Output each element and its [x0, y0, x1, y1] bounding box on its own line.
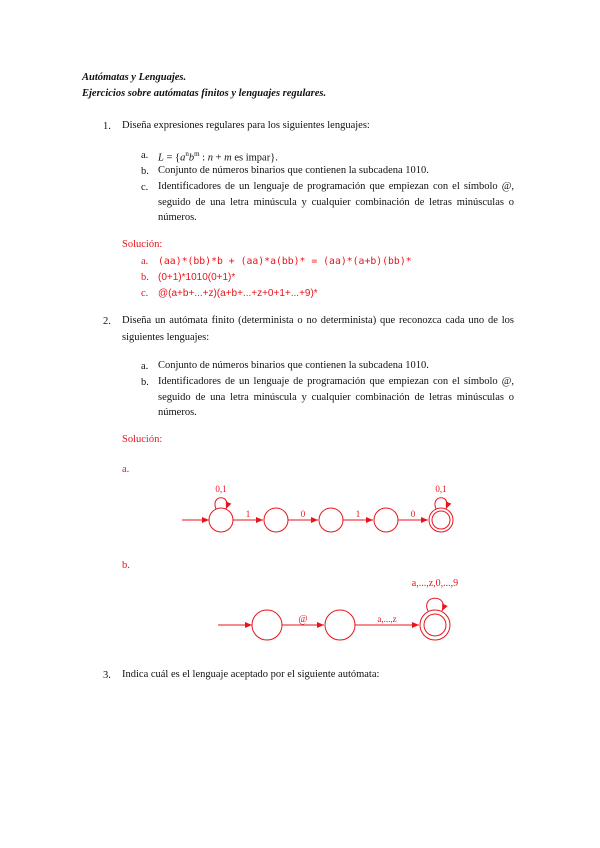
state-q3: [374, 508, 398, 532]
q1-solution-label: Solución:: [122, 239, 163, 250]
automaton-diagram-b: [210, 572, 490, 648]
q3-text: Indica cuál es el lenguaje aceptado por el siguiente autómata:: [122, 669, 380, 680]
automaton-diagram-a: [176, 478, 476, 544]
state-b1: [325, 610, 355, 640]
q1-solution-b-label: b.: [141, 272, 149, 283]
document-title: Autómatas y Lenguajes.: [82, 72, 187, 83]
q2-item-a-label: a.: [141, 361, 149, 372]
loop-label-q4: 0,1: [435, 484, 447, 494]
state-b0: [252, 610, 282, 640]
state-q2: [319, 508, 343, 532]
q1-solution-b-text: (0+1)*1010(0+1)*: [158, 272, 236, 283]
self-loop-b2: [427, 598, 444, 611]
q1-item-c-text: Identificadores de un lenguaje de programación que empiezan con el símbolo @, seguido de una letra minúscula y cualquier combinación de letras minúsculas o números.: [158, 181, 514, 223]
q1-item-b-label: b.: [141, 166, 149, 177]
edge-label-2: 0: [300, 509, 306, 519]
loop-label-b2: a,...,z,0,...,9: [411, 578, 459, 589]
edge-label-4: 0: [410, 509, 416, 519]
q1-item-b-text: Conjunto de números binarios que contienen la subcadena 1010.: [158, 165, 429, 176]
diagram-a-label: a.: [122, 464, 130, 475]
loop-label-q0: 0,1: [215, 484, 227, 494]
q2-item-a-text: Conjunto de números binarios que contienen la subcadena 1010.: [158, 360, 429, 371]
q1-number: 1.: [103, 121, 111, 132]
q1-solution-a-text: (aa)*(bb)*b + (aa)*a(bb)* = (aa)*(a+b)(bb)*: [158, 256, 412, 267]
state-q1: [264, 508, 288, 532]
q1-solution-a-label: a.: [141, 256, 149, 267]
state-q0: [209, 508, 233, 532]
self-loop-q0: [215, 498, 227, 509]
q1-item-a-text: $L = \{a^nb^m$ : n + m es impar}.: [158, 150, 278, 164]
q1-solution-c-text: @(a+b+...+z)(a+b+...+z+0+1+...+9)*: [158, 288, 318, 299]
q2-number: 2.: [103, 316, 111, 327]
edge-label-3: 1: [355, 509, 361, 519]
q1-item-c-label: c.: [141, 182, 149, 193]
q2-item-b-label: b.: [141, 377, 149, 388]
q1-solution-c-label: c.: [141, 288, 149, 299]
document-subtitle: Ejercicios sobre autómatas finitos y lenguajes regulares.: [82, 88, 327, 99]
q3-number: 3.: [103, 670, 111, 681]
self-loop-q4: [435, 498, 447, 509]
q2-solution-label: Solución:: [122, 434, 163, 445]
q1-text: Diseña expresiones regulares para los siguientes lenguajes:: [122, 120, 370, 131]
state-q4-final-outer: [429, 508, 453, 532]
q1-item-a-label: a.: [141, 150, 149, 161]
state-q4-final-inner: [432, 511, 450, 529]
diagram-b-label: b.: [122, 560, 130, 571]
q2-text: Diseña un autómata finito (determinista o no determinista) que reconozca cada uno de los siguientes lenguajes:: [122, 315, 514, 343]
q2-item-b-text: Identificadores de un lenguaje de programación que empiezan con el símbolo @, seguido de una letra minúscula y cualquier combinación de letras minúsculas o números.: [158, 376, 514, 418]
state-b2-final-inner: [424, 614, 446, 636]
edge-label-at: @: [298, 614, 308, 625]
edge-label-letters: a,...,z: [377, 614, 397, 624]
edge-label-1: 1: [245, 509, 251, 519]
